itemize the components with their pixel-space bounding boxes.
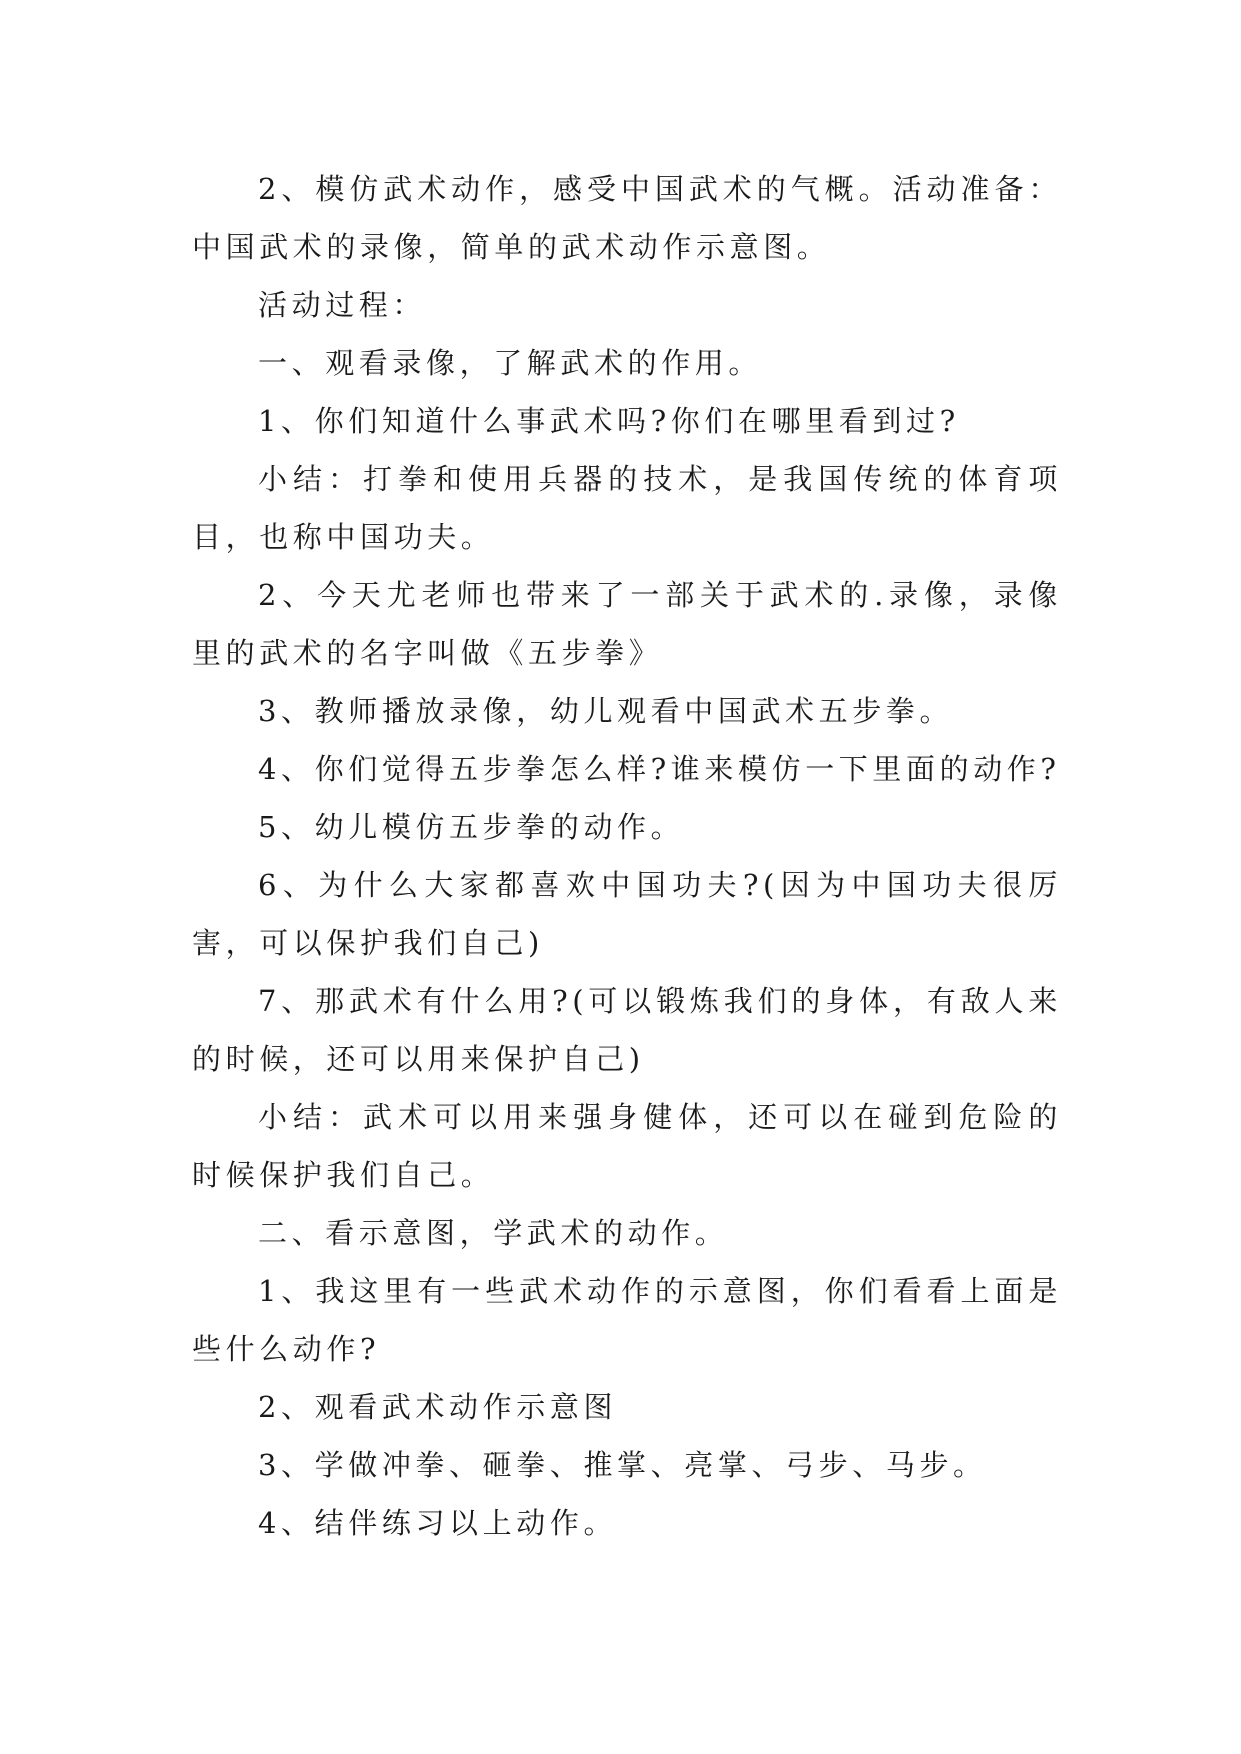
paragraph-imitate-martial-arts: 2、模仿武术动作，感受中国武术的气概。活动准备：中国武术的录像，简单的武术动作示意图。 bbox=[192, 172, 1062, 264]
paragraph-summary-2: 小结：武术可以用来强身健体，还可以在碰到危险的时候保护我们自己。 bbox=[192, 1100, 1062, 1192]
paragraph-summary-1: 小结：打拳和使用兵器的技术，是我国传统的体育项目，也称中国功夫。 bbox=[192, 462, 1062, 554]
paragraph-question-1: 1、你们知道什么事武术吗?你们在哪里看到过? bbox=[258, 404, 960, 438]
paragraph-step-3-play-video: 3、教师播放录像，幼儿观看中国武术五步拳。 bbox=[258, 694, 954, 728]
paragraph-watch-diagram: 2、观看武术动作示意图 bbox=[258, 1390, 618, 1424]
document-body bbox=[192, 160, 1062, 1552]
paragraph-step-5-imitate: 5、幼儿模仿五步拳的动作。 bbox=[258, 810, 685, 844]
paragraph-section-one-heading: 一、观看录像，了解武术的作用。 bbox=[258, 346, 763, 380]
paragraph-step-2-video: 2、今天尤老师也带来了一部关于武术的.录像，录像里的武术的名字叫做《五步拳》 bbox=[192, 578, 1062, 670]
paragraph-learn-moves: 3、学做冲拳、砸拳、推掌、亮掌、弓步、马步。 bbox=[258, 1448, 987, 1482]
paragraph-section-two-heading: 二、看示意图，学武术的动作。 bbox=[258, 1216, 729, 1250]
paragraph-diagram-question: 1、我这里有一些武术动作的示意图，你们看看上面是些什么动作? bbox=[192, 1274, 1062, 1366]
paragraph-step-6-why: 6、为什么大家都喜欢中国功夫?(因为中国功夫很厉害，可以保护我们自己) bbox=[192, 868, 1062, 960]
paragraph-step-4-question: 4、你们觉得五步拳怎么样?谁来模仿一下里面的动作? bbox=[258, 752, 1061, 786]
paragraph-practice-pairs: 4、结伴练习以上动作。 bbox=[258, 1506, 618, 1540]
paragraph-step-7-use: 7、那武术有什么用?(可以锻炼我们的身体，有敌人来的时候，还可以用来保护自己) bbox=[192, 984, 1062, 1076]
paragraph-activity-process: 活动过程： bbox=[258, 288, 427, 322]
